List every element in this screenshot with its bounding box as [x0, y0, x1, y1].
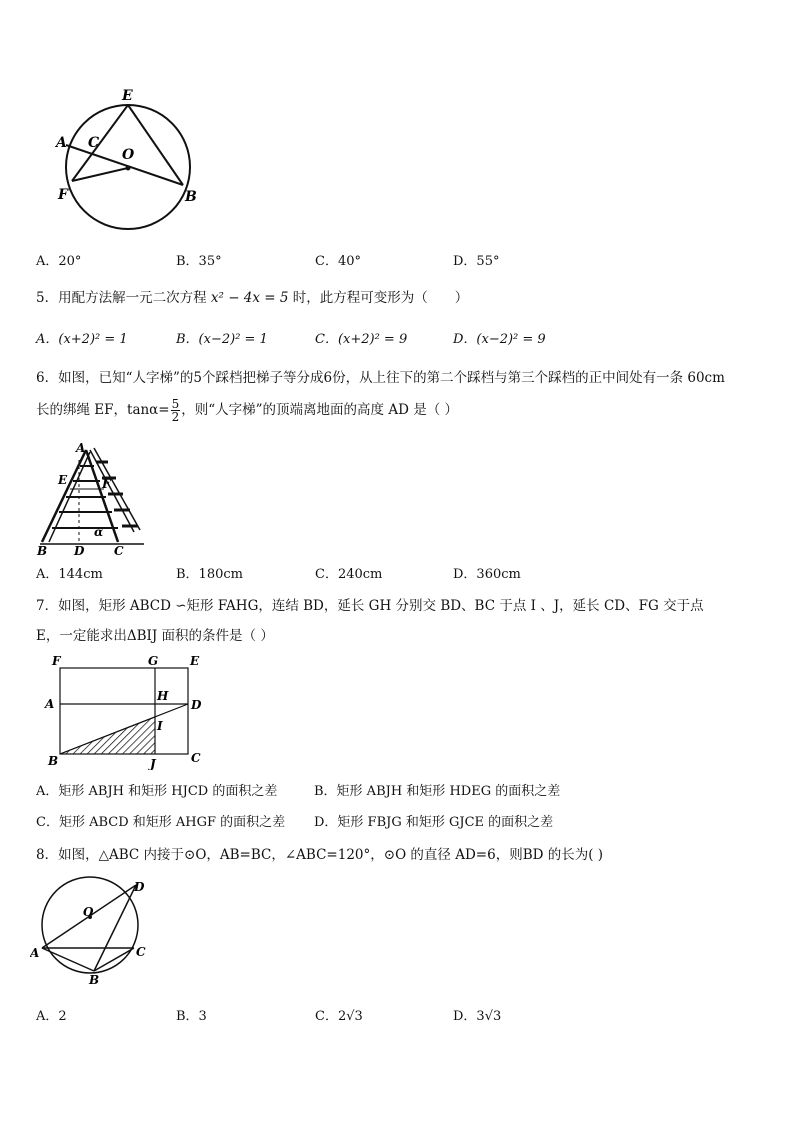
q6-line2-prefix: 长的绑绳 EF，tanα=: [36, 402, 170, 418]
q5-option-c[interactable]: C．(x+2)² = 9: [315, 332, 408, 347]
label-A: A: [76, 442, 86, 455]
q6-option-b[interactable]: B．180cm: [176, 567, 243, 582]
q5-option-a[interactable]: A．(x+2)² = 1: [36, 332, 128, 347]
label-E: E: [58, 473, 68, 487]
label-I: I: [157, 719, 163, 733]
label-A: A: [30, 946, 40, 960]
label-G: G: [148, 654, 159, 668]
label-B: B: [89, 973, 100, 987]
label-F: F: [58, 187, 68, 203]
q6-line2-suffix: ，则“人字梯”的顶端离地面的高度 AD 是（ ）: [181, 402, 458, 418]
q7-stem-line2: E，一定能求出ΔBIJ 面积的条件是（ ）: [36, 628, 274, 644]
q5-option-b[interactable]: B．(x−2)² = 1: [176, 332, 268, 347]
label-H: H: [157, 689, 169, 703]
q8-option-c[interactable]: C．2√3: [315, 1009, 363, 1024]
q4-option-a[interactable]: A．20°: [36, 254, 82, 269]
q5-stem-prefix: 5．用配方法解一元二次方程: [36, 290, 207, 306]
label-D: D: [74, 544, 85, 557]
q4-option-d[interactable]: D．55°: [453, 254, 500, 269]
label-O: O: [83, 905, 94, 919]
label-B: B: [37, 544, 48, 557]
q8-stem: 8．如图，△ABC 内接于⊙O，AB=BC，∠ABC=120°，⊙O 的直径 AD=6，则BD 的长为( ): [36, 847, 604, 863]
q4-option-b[interactable]: B．35°: [176, 254, 222, 269]
label-A: A: [45, 697, 55, 711]
label-F: F: [102, 477, 111, 491]
q7-option-a[interactable]: A．矩形 ABJH 和矩形 HJCD 的面积之差: [36, 784, 278, 799]
label-O: O: [122, 147, 135, 163]
label-E: E: [190, 654, 200, 668]
label-C: C: [191, 751, 201, 765]
label-D: D: [134, 880, 145, 894]
label-C: C: [136, 945, 146, 959]
q8-option-d[interactable]: D．3√3: [453, 1009, 502, 1024]
label-J: J: [150, 757, 156, 770]
q6-option-d[interactable]: D．360cm: [453, 567, 521, 582]
q7-stem-line1: 7．如图，矩形 ABCD ∽矩形 FAHG，连结 BD，延长 GH 分别交 BD、BC 于点 I 、J，延长 CD、FG 交于点: [36, 598, 704, 614]
q8-option-a[interactable]: A．2: [36, 1009, 67, 1024]
label-D: D: [191, 698, 202, 712]
q7-rectangle-figure: [40, 652, 215, 770]
label-alpha: α: [94, 525, 104, 539]
q6-ladder-figure: [34, 442, 149, 557]
q4-circle-figure: [50, 85, 210, 235]
q5-stem-suffix: 时，此方程可变形为（ ）: [292, 290, 469, 306]
q6-option-a[interactable]: A．144cm: [36, 567, 103, 582]
q5-stem: [36, 286, 468, 306]
label-B: B: [185, 189, 197, 205]
q8-circle-figure: [30, 872, 160, 990]
q7-option-b[interactable]: B．矩形 ABJH 和矩形 HDEG 的面积之差: [314, 784, 561, 799]
q6-stem-line2: [36, 398, 458, 423]
label-F: F: [52, 654, 61, 668]
q5-equation: x² − 4x = 5: [210, 290, 289, 306]
label-B: B: [48, 754, 59, 768]
label-A: A: [56, 135, 67, 151]
label-E: E: [122, 88, 133, 104]
q4-option-c[interactable]: C．40°: [315, 254, 361, 269]
q6-stem-line1: 6．如图，已知“人字梯”的5个踩档把梯子等分成6份，从上往下的第二个踩档与第三个踩档的正中间处有一条 60cm: [36, 370, 725, 386]
tan-fraction: $\frac{5}{2}$: [171, 397, 180, 424]
label-C: C: [88, 135, 100, 151]
q7-option-d[interactable]: D．矩形 FBJG 和矩形 GJCE 的面积之差: [314, 815, 554, 830]
label-C: C: [114, 544, 124, 557]
q5-option-d[interactable]: D．(x−2)² = 9: [453, 332, 546, 347]
q6-option-c[interactable]: C．240cm: [315, 567, 383, 582]
q7-option-c[interactable]: C．矩形 ABCD 和矩形 AHGF 的面积之差: [36, 815, 286, 830]
q8-option-b[interactable]: B．3: [176, 1009, 207, 1024]
